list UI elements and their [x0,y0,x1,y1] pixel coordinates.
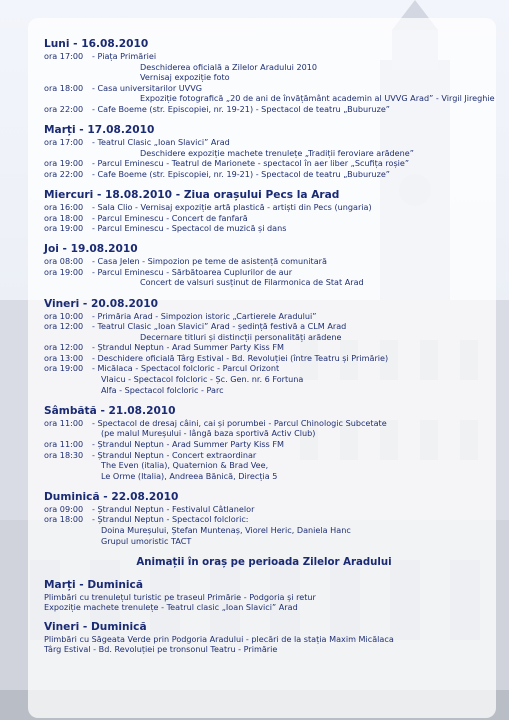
event-text: Decernare titluri și distincții personalități arădene [140,331,342,342]
day-block [44,405,484,482]
event-text: Expoziție fotografică „20 de ani de învățământ academin al UVVG Arad” - Virgil Jireghie [140,93,495,104]
time-label: ora 10:00 [44,310,84,321]
schedule-line [44,353,484,364]
schedule-line [44,321,484,332]
event-text: - Teatrul Clasic „Ioan Slavici” Arad - ședință festivă a CLM Arad [92,321,347,332]
event-text: - Parcul Eminescu - Sărbătoarea Cuplurilor de aur [92,266,293,277]
schedule-line [44,504,484,515]
event-text: Deschidere expoziție machete trenulețe „Tradiții feroviare arădene” [140,147,414,158]
time-label: ora 18:00 [44,514,84,525]
event-text: - Parcul Eminescu - Teatrul de Marionete - spectacol în aer liber „Scufița roșie” [92,158,410,169]
event-text: - Deschidere oficială Târg Estival - Bd. Revoluției (între Teatru și Primărie) [92,352,389,363]
day-title: Sâmbătă - 21.08.2010 [44,404,176,417]
animatii-line: Plimbări cu trenulețul turistic pe traseul Primărie - Podgoria și retur [44,591,316,602]
animatii-block-title: Vineri - Duminică [44,620,147,633]
animatii-block [44,621,484,655]
schedule-line [44,514,484,525]
animatii-line: Târg Estival - Bd. Revoluției pe tronsonul Teatru - Primărie [44,644,278,655]
event-text: The Even (italia), Quaternion & Brad Vee, [101,460,269,471]
time-label: ora 19:00 [44,158,84,169]
animatii-block [44,579,484,613]
schedule-line [44,267,484,278]
time-label: ora 18:30 [44,449,84,460]
schedule-line [44,137,484,148]
event-text: Deschiderea oficială a Zilelor Aradului 2010 [140,61,318,72]
day-block [44,243,484,288]
time-label: ora 12:00 [44,321,84,332]
time-label: ora 17:00 [44,51,84,61]
schedule-line [44,525,484,536]
time-label: ora 12:00 [44,342,84,353]
event-text: - Ștrandul Neptun - Arad Summer Party Kiss FM [92,438,284,449]
schedule-line [44,374,484,385]
event-text: - Ștrandul Neptun - Festivalul Câtlanelor [92,503,255,514]
event-text: - Piața Primăriei [92,51,157,61]
time-label: ora 11:00 [44,417,84,428]
event-text: Concert de valsuri susținut de Filarmonica de Stat Arad [140,277,364,288]
event-text: - Cafe Boeme (str. Episcopiei, nr. 19-21) - Spectacol de teatru „Buburuze” [92,168,390,179]
time-label: ora 16:00 [44,201,84,212]
animatii-line: Plimbări cu Săgeata Verde prin Podgoria Aradului - plecări de la stația Maxim Micălaca [44,633,394,644]
schedule-line [44,202,484,213]
schedule-line [44,460,484,471]
day-title: Vineri - 20.08.2010 [44,297,159,310]
time-label: ora 11:00 [44,438,84,449]
animatii-title: Animații în oraș pe perioada Zilelor Aradului [136,556,392,568]
event-text: - Cafe Boeme (str. Episcopiei, nr. 19-21) - Spectacol de teatru „Buburuze” [92,103,390,114]
schedule-line [44,277,484,288]
schedule-line [44,385,484,396]
schedule-line [44,72,484,83]
schedule-line [44,439,484,450]
event-text: Le Orme (Italia), Andreea Bănică, Direcția 5 [101,470,278,481]
schedule-line [44,148,484,159]
time-label: ora 18:00 [44,212,84,223]
time-label: ora 17:00 [44,137,84,148]
time-label: ora 22:00 [44,103,84,114]
time-label: ora 19:00 [44,266,84,277]
event-text: Doina Mureșului, Ștefan Muntenaș, Viorel Heric, Daniela Hanc [101,525,351,535]
event-text: - Primăria Arad - Simpozion istoric „Cartierele Aradului” [92,310,317,321]
event-text: - Ștrandul Neptun - Arad Summer Party Kiss FM [92,342,284,353]
schedule-line [44,104,484,115]
event-text: Vernisaj expoziție foto [140,72,230,83]
schedule-line [44,536,484,547]
schedule-line [44,62,484,73]
schedule-line [44,342,484,353]
schedule-line [44,256,484,267]
event-text: - Casa universitarilor UVVG [92,82,203,93]
schedule-line [44,418,484,429]
time-label: ora 13:00 [44,352,84,363]
schedule-line [44,450,484,461]
event-text: - Ștrandul Neptun - Concert extraordinar [92,449,257,460]
time-label: ora 18:00 [44,82,84,93]
day-block [44,491,484,546]
schedule-line [44,332,484,343]
event-text: Alfa - Spectacol folcloric - Parc [101,384,224,395]
time-label: ora 19:00 [44,223,84,234]
day-title: Duminică - 22.08.2010 [44,490,179,503]
schedule-line [44,428,484,439]
schedule-line [44,471,484,482]
time-label: ora 19:00 [44,363,84,374]
event-text: - Micălaca - Spectacol folcloric - Parcul Orizont [92,363,280,374]
day-title: Luni - 16.08.2010 [44,38,149,50]
day-block [44,189,484,234]
schedule-line [44,213,484,224]
event-text: - Casa Jelen - Simpozion pe teme de asistență comunitară [92,256,327,267]
event-text: - Spectacol de dresaj câini, cai și porumbei - Parcul Chinologic Subcetate [92,417,387,428]
schedule-line [44,223,484,234]
event-text: Grupul umoristic TACT [101,535,192,546]
schedule-line [44,51,484,62]
time-label: ora 09:00 [44,503,84,514]
event-text: - Parcul Eminescu - Spectacol de muzică și dans [92,223,287,234]
animatii-block-title: Marți - Duminică [44,578,143,591]
event-text: (pe malul Mureșului - lângă baza sportivă Activ Club) [101,428,316,439]
day-title: Miercuri - 18.08.2010 - Ziua orașului Pecs la Arad [44,188,340,201]
schedule-line [44,363,484,374]
day-block [44,298,484,396]
schedule-line [44,83,484,94]
event-text: Vlaicu - Spectacol folcloric - Șc. Gen. nr. 6 Fortuna [101,374,304,385]
event-text: - Parcul Eminescu - Concert de fanfară [92,212,248,223]
event-text: - Sala Clio - Vernisaj expoziție artă plastică - artiști din Pecs (ungaria) [92,201,372,212]
day-title: Marți - 17.08.2010 [44,124,155,137]
time-label: ora 22:00 [44,168,84,179]
schedule-line [44,93,495,104]
day-block [44,38,495,115]
day-block [44,124,484,179]
event-text: - Teatrul Clasic „Ioan Slavici” Arad [92,137,230,148]
schedule-line [44,311,484,322]
schedule-line [44,169,484,180]
event-text: - Ștrandul Neptun - Spectacol folcloric: [92,514,249,525]
animatii-line: Expoziție machete trenulețe - Teatrul clasic „Ioan Slavici” Arad [44,602,298,613]
program-content [44,38,495,663]
schedule-line [44,158,484,169]
time-label: ora 08:00 [44,256,84,267]
day-title: Joi - 19.08.2010 [44,243,138,256]
